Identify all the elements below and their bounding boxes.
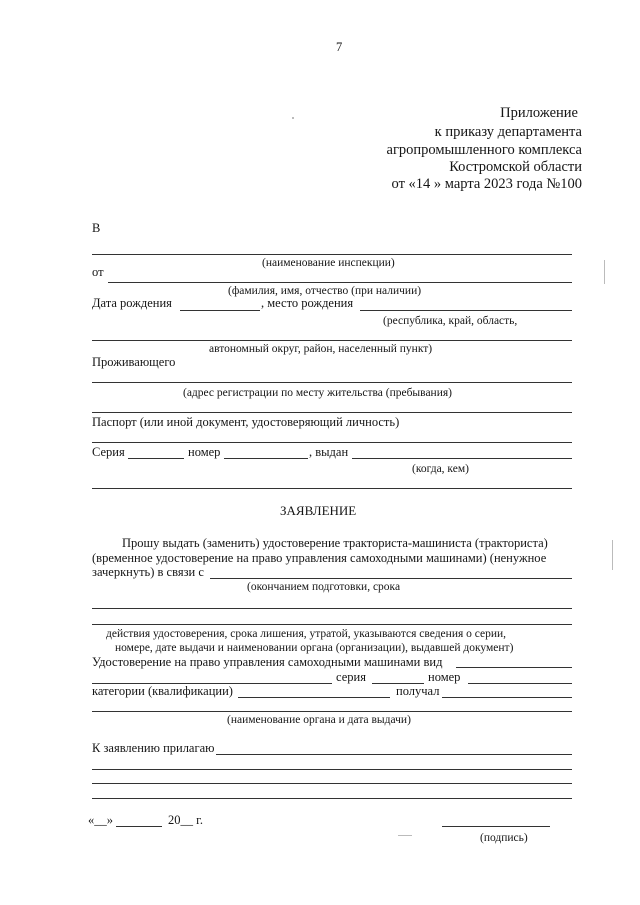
date-month-field[interactable] [116,826,162,827]
organ-hint: (наименование органа и дата выдачи) [227,714,411,726]
attach-field-3[interactable] [92,783,572,784]
reason-hint-1: (окончанием подготовки, срока [247,581,401,593]
inspection-hint: (наименование инспекции) [262,257,395,269]
residence-field-2[interactable] [92,412,572,413]
to-label: В [92,221,101,235]
reason-field-2[interactable] [92,608,572,609]
birth-place-field-2[interactable] [92,340,572,341]
order-date-number: от «14 » марта 2023 года №100 [391,176,582,192]
category-field[interactable] [238,697,390,698]
reason-hint-2: действия удостоверения, срока лишения, утратой, указываются сведения о серии, [106,628,507,640]
statement-line-1: Прошу выдать (заменить) удостоверение тракториста-машиниста (тракториста) [122,536,548,550]
applicant-name-hint: (фамилия, имя, отчество (при наличии) [228,285,422,297]
appendix-title: Приложение [500,105,578,121]
scan-speck [398,835,412,836]
applicant-name-field[interactable] [108,282,572,283]
series-field[interactable] [128,458,184,459]
attach-field-2[interactable] [92,769,572,770]
scan-edge-mark [604,260,605,284]
scan-speck [292,117,294,119]
birth-place-field[interactable] [360,310,572,311]
reason-hint-3: номере, дате выдачи и наименовании органа (организации), выдавшей документ) [115,642,514,654]
residence-hint: (адрес регистрации по месту жительства (пребывания) [183,387,452,399]
birth-date-field[interactable] [180,310,260,311]
license-number-label: номер [428,670,461,684]
passport-label: Паспорт (или иной документ, удостоверяющий личность) [92,415,400,429]
passport-field[interactable] [92,442,572,443]
number-field[interactable] [224,458,308,459]
statement-title: ЗАЯВЛЕНИЕ [280,503,357,518]
residence-label: Проживающего [92,355,176,369]
date-year: 20__ г. [168,813,203,827]
birth-place-hint-2: автономный округ, район, населенный пункт) [209,343,433,355]
attach-label: К заявлению прилагаю [92,741,215,755]
order-reference: к приказу департамента [434,124,582,140]
birth-date-label: Дата рождения [92,296,172,310]
reason-field-3[interactable] [92,624,572,625]
page-number: 7 [336,40,343,54]
statement-line-3: зачеркнуть) в связи с [92,565,204,579]
license-series-label: серия [336,670,366,684]
received-field[interactable] [442,697,572,698]
issued-hint: (когда, кем) [412,463,469,475]
license-type-field[interactable] [456,667,572,668]
attach-field-1[interactable] [216,754,572,755]
received-label: получал [396,684,440,698]
signature-field[interactable] [442,826,550,827]
number-label: номер [188,445,221,459]
signature-hint: (подпись) [480,832,528,844]
attach-field-4[interactable] [92,798,572,799]
birth-place-hint-1: (республика, край, область, [383,315,518,327]
scan-edge-mark [612,540,613,570]
issued-label: , выдан [309,445,349,459]
birth-place-label: , место рождения [261,296,354,310]
department-name: агропромышленного комплекса [386,142,582,158]
statement-line-2: (временное удостоверение на право управления самоходными машинами) (ненужное [92,551,547,565]
reason-field[interactable] [210,578,572,579]
license-number-field[interactable] [468,683,572,684]
series-label: Серия [92,445,125,459]
category-label: категории (квалификации) [92,684,233,698]
issued-field-2[interactable] [92,488,572,489]
issued-field[interactable] [352,458,572,459]
date-day: «__» [88,813,113,827]
license-label: Удостоверение на право управления самоходными машинами вид [92,655,443,669]
from-label: от [92,265,104,279]
organ-field[interactable] [92,711,572,712]
residence-field[interactable] [92,382,572,383]
region-name: Костромской области [449,159,582,175]
inspection-field[interactable] [92,254,572,255]
